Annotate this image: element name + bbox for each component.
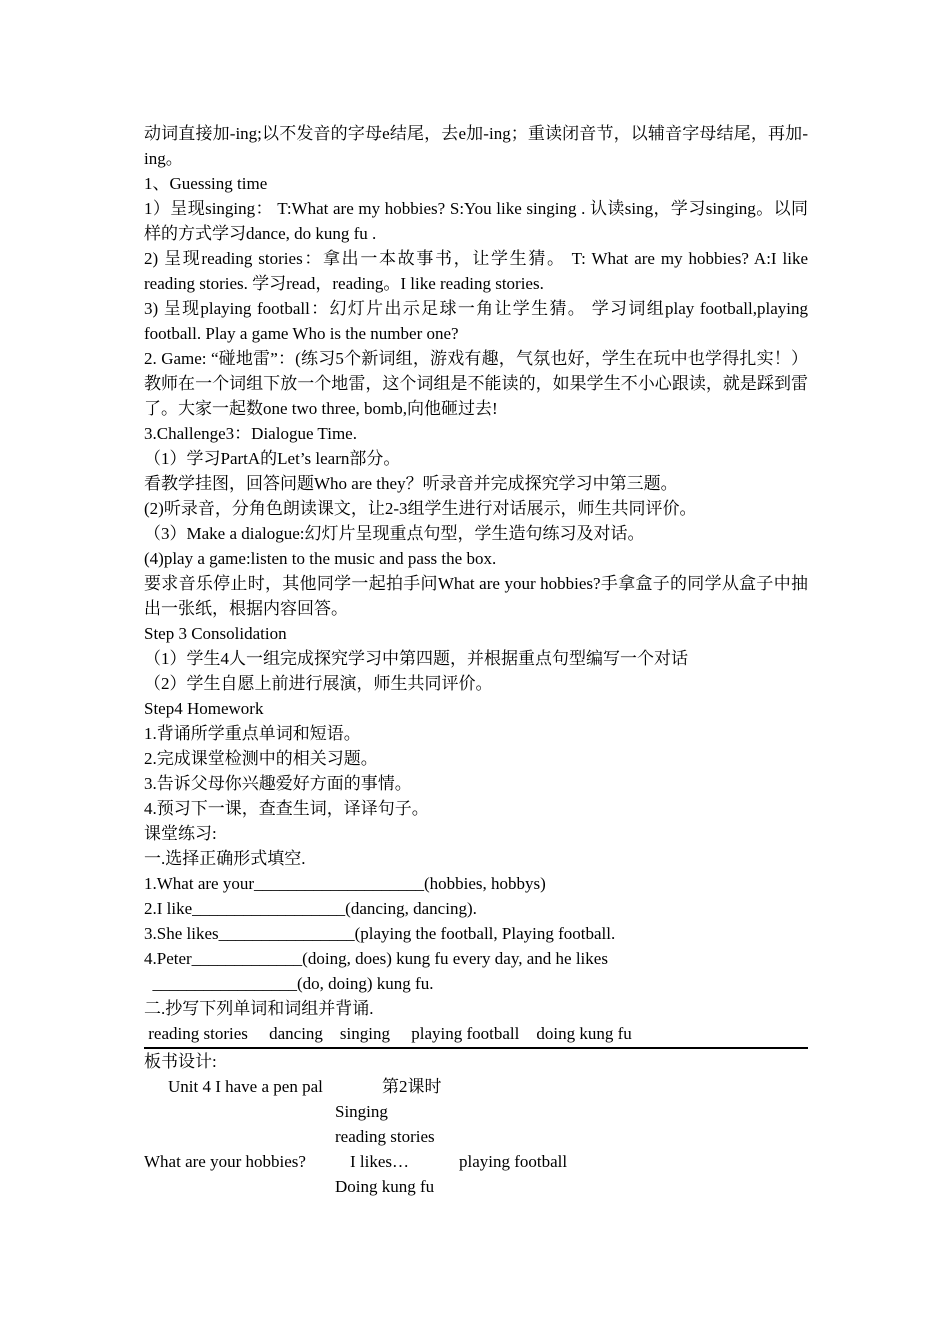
paragraph-play-game: (4)play a game:listen to the music and pass the box. <box>144 549 497 568</box>
paragraph-make-dialogue: （3）Make a dialogue:幻灯片呈现重点句型，学生造句练习及对话。 <box>144 524 645 543</box>
homework-item: 1.背诵所学重点单词和短语。 <box>144 724 361 743</box>
exercise-item-continued: _________________(do, doing) kung fu. <box>144 974 434 993</box>
paragraph-game: 2. Game: “碰地雷”：(练习5个新词组，游戏有趣，气氛也好，学生在玩中也学得扎实！）教师在一个词组下放一个地雷，这个词组是不能读的，如果学生不小心跟读，就是踩到雷了。大家一起数one two three, bomb,向他砸过去! <box>144 349 808 418</box>
heading-class-exercise: 课堂练习: <box>144 824 217 843</box>
heading-challenge3: 3.Challenge3：Dialogue Time. <box>144 424 357 443</box>
paragraph-performance: （2）学生自愿上前进行展演，师生共同评价。 <box>144 674 493 693</box>
document-body <box>144 121 808 1199</box>
board-item: reading stories <box>335 1127 435 1146</box>
board-answer: I likes… <box>350 1152 410 1171</box>
paragraph-learn-parta: （1）学习PartA的Let’s learn部分。 <box>144 449 401 468</box>
paragraph-listen-read: (2)听录音，分角色朗读课文，让2-3组学生进行对话展示，师生共同评价。 <box>144 499 697 518</box>
exercise-item: 1.What are your____________________(hobbies, hobbys) <box>144 874 546 893</box>
paragraph-present-reading: 2) 呈现reading stories：拿出一本故事书，让学生猜。 T: What are my hobbies? A:I like reading stories. 学习read，reading。I like reading stories. <box>144 249 808 293</box>
homework-item: 4.预习下一课，查查生词，译译句子。 <box>144 799 429 818</box>
board-item: Doing kung fu <box>335 1177 435 1196</box>
heading-fill-blank: 一.选择正确形式填空. <box>144 849 306 868</box>
board-unit-title: Unit 4 I have a pen pal <box>168 1077 323 1096</box>
blackboard-design <box>144 1049 808 1199</box>
heading-copy-words: 二.抄写下列单词和词组并背诵. <box>144 999 374 1018</box>
heading-homework: Step4 Homework <box>144 699 264 718</box>
heading-guessing-time: 1、Guessing time <box>144 174 268 193</box>
paragraph-present-football: 3) 呈现playing football：幻灯片出示足球一角让学生猜。 学习词组play football,playing football. Play a game Who is the number one? <box>144 299 808 343</box>
homework-item: 3.告诉父母你兴趣爱好方面的事情。 <box>144 774 412 793</box>
word-list: reading stories dancing singing playing football doing kung fu <box>144 1024 632 1043</box>
board-item: Singing <box>335 1102 388 1121</box>
heading-consolidation: Step 3 Consolidation <box>144 624 287 643</box>
board-question: What are your hobbies? <box>144 1152 306 1171</box>
paragraph-wall-chart: 看教学挂图，回答问题Who are they？听录音并完成探究学习中第三题。 <box>144 474 678 493</box>
exercise-item: 4.Peter_____________(doing, does) kung fu every day, and he likes <box>144 949 608 968</box>
paragraph-present-singing: 1）呈现singing： T:What are my hobbies? S:You like singing . 认读sing，学习singing。以同样的方式学习dance, do kung fu . <box>144 199 808 243</box>
board-heading: 板书设计: <box>144 1052 217 1071</box>
board-item: playing football <box>459 1152 568 1171</box>
paragraph-ing-rules: 动词直接加-ing;以不发音的字母e结尾，去e加-ing；重读闭音节，以辅音字母结尾，再加-ing。 <box>144 124 808 168</box>
exercise-item: 2.I like__________________(dancing, dancing). <box>144 899 477 918</box>
board-lesson-number: 第2课时 <box>382 1077 442 1096</box>
homework-item: 2.完成课堂检测中的相关习题。 <box>144 749 378 768</box>
paragraph-group-work: （1）学生4人一组完成探究学习中第四题，并根据重点句型编写一个对话 <box>144 649 688 668</box>
exercise-item: 3.She likes________________(playing the football, Playing football. <box>144 924 616 943</box>
paragraph-music-stop: 要求音乐停止时，其他同学一起拍手问What are your hobbies?手拿盒子的同学从盒子中抽出一张纸，根据内容回答。 <box>144 574 808 618</box>
